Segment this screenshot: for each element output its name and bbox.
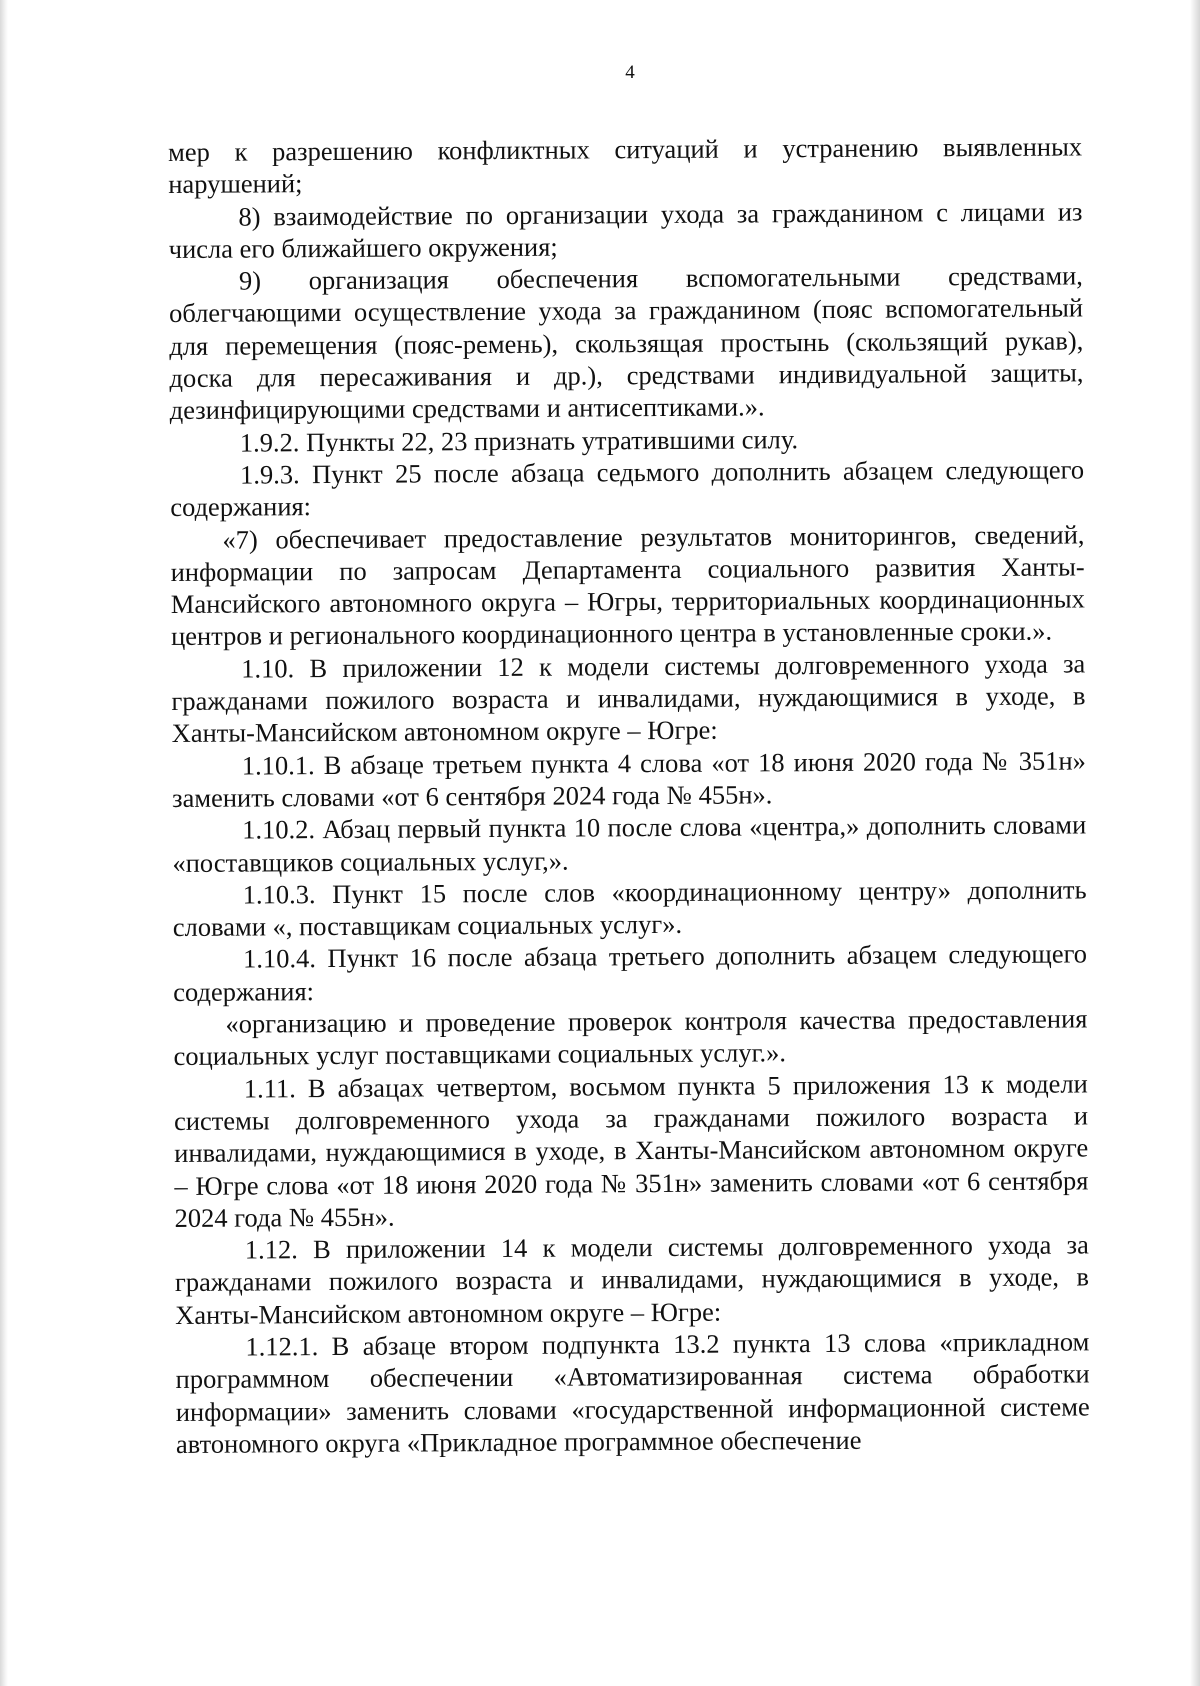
page-number: 4 — [625, 62, 635, 83]
paragraph-item-9: 9) организация обеспечения вспомогательными средствами, облегчающими осуществление ухода за гражданином (пояс вспомогательный для перемещения (пояс-ремень), скользящая простынь (скользящий рукав), доска для пересаживания и др.), средствами индивидуальной защиты, дезинфицирующими средствами и антисептиками.». — [168, 260, 1084, 426]
scan-edge-right — [1190, 0, 1200, 1686]
paragraph-quoted-organization: «организацию и проведение проверок контроля качества предоставления социальных услуг поставщиками социальных услуг.». — [173, 1003, 1088, 1072]
document-body — [168, 130, 1090, 1460]
paragraph-1-10-4: 1.10.4. Пункт 16 после абзаца третьего дополнить абзацем следующего содержания: — [173, 938, 1088, 1007]
paragraph-1-11: 1.11. В абзацах четвертом, восьмом пункта 5 приложения 13 к модели системы долговременного ухода за гражданами пожилого возраста и инвалидами, нуждающимися в уходе, в Ханты-Мансийском автономном округе – Югре слова «от 18 июня 2020 года № 351н» заменить словами «от 6 сентября 2024 года № 455н». — [173, 1068, 1089, 1233]
paragraph-1-9-3: 1.9.3. Пункт 25 после абзаца седьмого дополнить абзацем следующего содержания: — [170, 454, 1085, 523]
paragraph-1-12: 1.12. В приложении 14 к модели системы долговременного ухода за гражданами пожилого возраста и инвалидами, нуждающимися в уходе, в Ханты-Мансийском автономном округе – Югре: — [174, 1229, 1090, 1330]
scan-edge-left — [0, 0, 8, 1686]
paragraph-1-10-1: 1.10.1. В абзаце третьем пункта 4 слова «от 18 июня 2020 года № 351н» заменить словами «от 6 сентября 2024 года № 455н». — [171, 745, 1086, 813]
paragraph-quoted-item-7: «7) обеспечивает предоставление результатов мониторингов, сведений, информации по запросам Департамента социального развития Ханты-Мансийского автономного округа – Югры, территориальных координационных центров и регионального координационного центра в установленные сроки.». — [170, 518, 1085, 652]
paragraph-1-10: 1.10. В приложении 12 к модели системы долговременного ухода за гражданами пожилого возраста и инвалидами, нуждающимися в уходе, в Ханты-Мансийском автономном округе – Югре: — [171, 648, 1086, 749]
paragraph-item-8: 8) взаимодействие по организации ухода за гражданином с лицами из числа его ближайшего окружения; — [168, 196, 1083, 264]
paragraph-1-10-2: 1.10.2. Абзац первый пункта 10 после слова «центра,» дополнить словами «поставщиков социальных услуг,». — [172, 809, 1087, 878]
paragraph-1-12-1: 1.12.1. В абзаце втором подпункта 13.2 пункта 13 слова «прикладном программном обеспечении «Автоматизированная система обработки информации» заменить словами «государственной информационной системе автономного округа «Прикладное программное обеспечение — [175, 1326, 1090, 1459]
paragraph-1-10-3: 1.10.3. Пункт 15 после слов «координационному центру» дополнить словами «, поставщикам социальных услуг». — [172, 874, 1087, 943]
paragraph-continuation: мер к разрешению конфликтных ситуаций и устранению выявленных нарушений; — [168, 131, 1083, 200]
paragraph-1-9-2: 1.9.2. Пункты 22, 23 признать утратившими силу. — [239, 423, 799, 458]
